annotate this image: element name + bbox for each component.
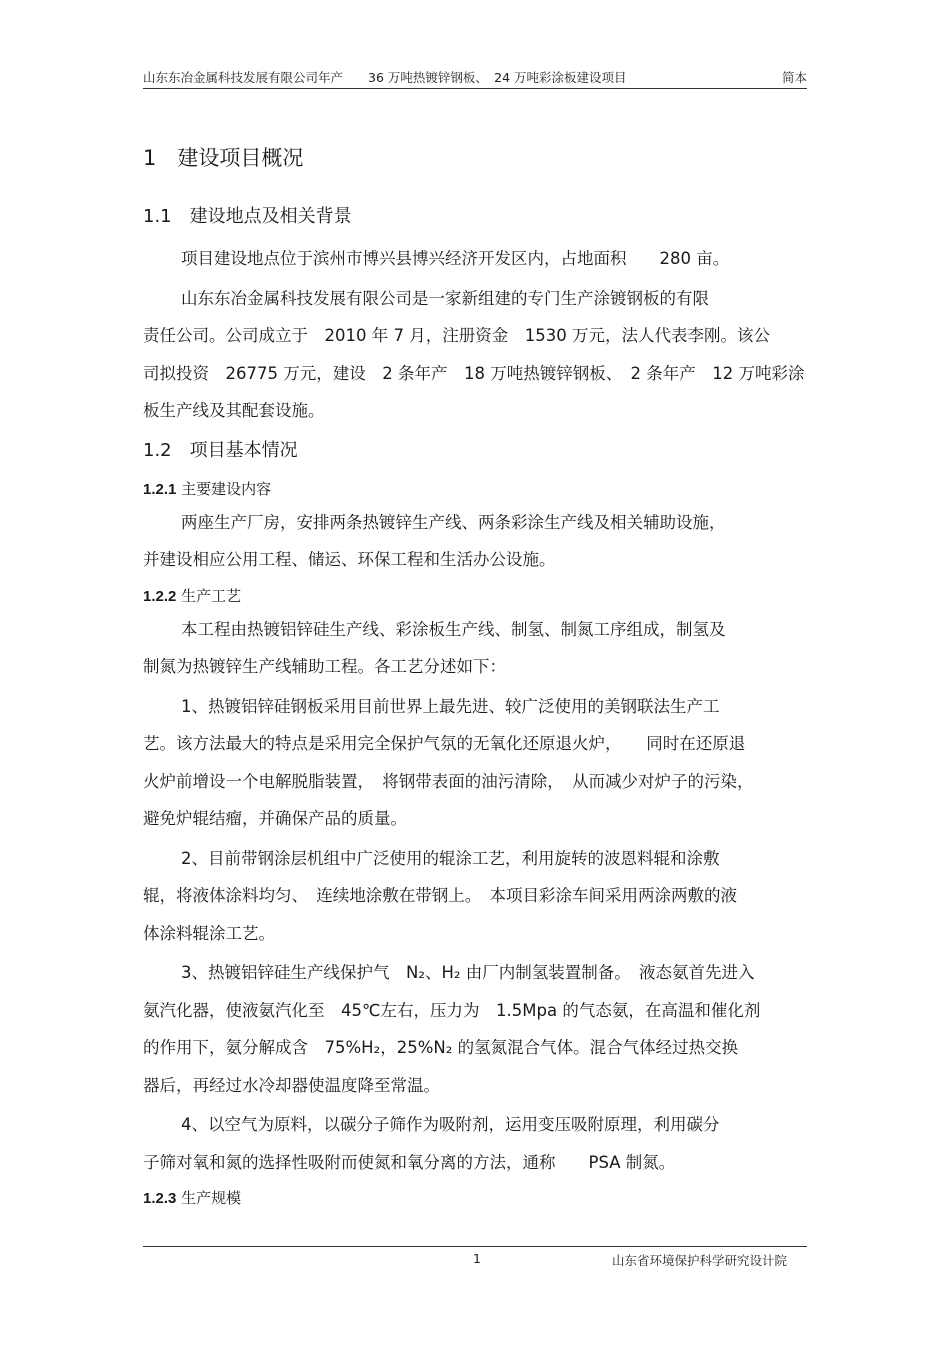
text-line: 避免炉辊结瘤，并确保产品的质量。 <box>143 809 407 828</box>
text-line: 体涂料辊涂工艺。 <box>143 923 275 943</box>
paragraph-process-2 <box>143 840 807 953</box>
text-line: 司拟投资 26775 万元，建设 2 条年产 18 万吨热镀锌钢板、 2 条年产 12 万吨彩涂 <box>143 363 805 383</box>
text-line: 项目建设地点位于滨州市博兴县博兴经济开发区内，占地面积 280 亩。 <box>181 249 730 268</box>
text-line: 艺。该方法最大的特点是采用完全保护气氛的无氧化还原退火炉， 同时在还原退 <box>143 734 746 753</box>
page-number: 1 <box>473 1251 481 1266</box>
section-1-2-title: 1.2 项目基本情况 <box>143 439 298 461</box>
section-1-2-1-title: 主要建设内容 <box>181 479 272 498</box>
text-line: 3、热镀铝锌硅生产线保护气 N₂、H₂ 由厂内制氢装置制备。 液态氨首先进入 <box>181 963 755 982</box>
text-line: 4、以空气为原料，以碳分子筛作为吸附剂，运用变压吸附原理，利用碳分 <box>181 1115 720 1134</box>
section-1-1-title: 1.1 建设地点及相关背景 <box>143 206 352 227</box>
section-number: 1.2.2 <box>143 587 177 605</box>
header-title: 山东东冶金属科技发展有限公司年产 36 万吨热镀锌钢板、 24 万吨彩涂板建设项目 <box>143 70 627 85</box>
text-line: 本工程由热镀铝锌硅生产线、彩涂板生产线、制氢、制氮工序组成，制氢及 <box>181 619 726 639</box>
paragraph-process-3 <box>143 954 807 1104</box>
section-1-2-1-heading <box>143 474 807 504</box>
paragraph-construction <box>143 504 807 579</box>
section-1-2-2-heading <box>143 581 807 611</box>
section-1-title: 1 建设项目概况 <box>143 146 304 170</box>
text-line: 两座生产厂房，安排两条热镀锌生产线、两条彩涂生产线及相关辅助设施， <box>181 512 726 532</box>
text-line: 的作用下，氨分解成含 75%H₂，25%N₂ 的氢氮混合气体。混合气体经过热交换 <box>143 1038 739 1057</box>
text-line: 1、热镀铝锌硅钢板采用目前世界上最先进、较广泛使用的美钢联法生产工 <box>181 696 720 716</box>
document-body <box>143 140 807 1213</box>
paragraph-company <box>143 280 807 430</box>
text-line: 火炉前增设一个电解脱脂装置， 将钢带表面的油污清除， 从而减少对炉子的污染， <box>143 771 754 791</box>
paragraph-location <box>143 240 807 278</box>
text-line: 子筛对氧和氮的选择性吸附而使氮和氧分离的方法，通称 PSA 制氮。 <box>143 1152 676 1172</box>
text-line: 器后，再经过水冷却器使温度降至常温。 <box>143 1075 440 1095</box>
paragraph-process-intro <box>143 611 807 686</box>
text-line: 制氮为热镀锌生产线辅助工程。各工艺分述如下： <box>143 657 506 676</box>
section-number: 1.2.3 <box>143 1190 177 1207</box>
section-1-2-2-title: 生产工艺 <box>181 586 242 605</box>
paragraph-process-1 <box>143 688 807 838</box>
text-line: 2、目前带钢涂层机组中广泛使用的辊涂工艺，利用旋转的波恩料辊和涂敷 <box>181 848 720 868</box>
page-footer <box>143 1246 807 1271</box>
page-header <box>143 66 807 89</box>
section-number: 1.2.1 <box>143 480 177 498</box>
text-line: 责任公司。公司成立于 2010 年 7 月，注册资金 1530 万元，法人代表李刚。该公 <box>143 326 770 345</box>
text-line: 板生产线及其配套设施。 <box>143 401 325 420</box>
header-doc-type: 简本 <box>781 70 807 85</box>
text-line: 并建设相应公用工程、储运、环保工程和生活办公设施。 <box>143 550 556 569</box>
section-1-2-3-title: 生产规模 <box>181 1189 242 1207</box>
text-line: 辊，将液体涂料均匀、 连续地涂敷在带钢上。 本项目彩涂车间采用两涂两敷的液 <box>143 886 737 905</box>
section-1-2-3-heading <box>143 1183 807 1213</box>
footer-organization: 山东省环境保护科学研究设计院 <box>611 1253 787 1268</box>
paragraph-process-4 <box>143 1106 807 1181</box>
text-line: 山东东冶金属科技发展有限公司是一家新组建的专门生产涂镀钢板的有限 <box>181 288 709 308</box>
text-line: 氨汽化器，使液氨汽化至 45℃左右，压力为 1.5Mpa 的气态氨，在高温和催化剂 <box>143 1000 761 1020</box>
